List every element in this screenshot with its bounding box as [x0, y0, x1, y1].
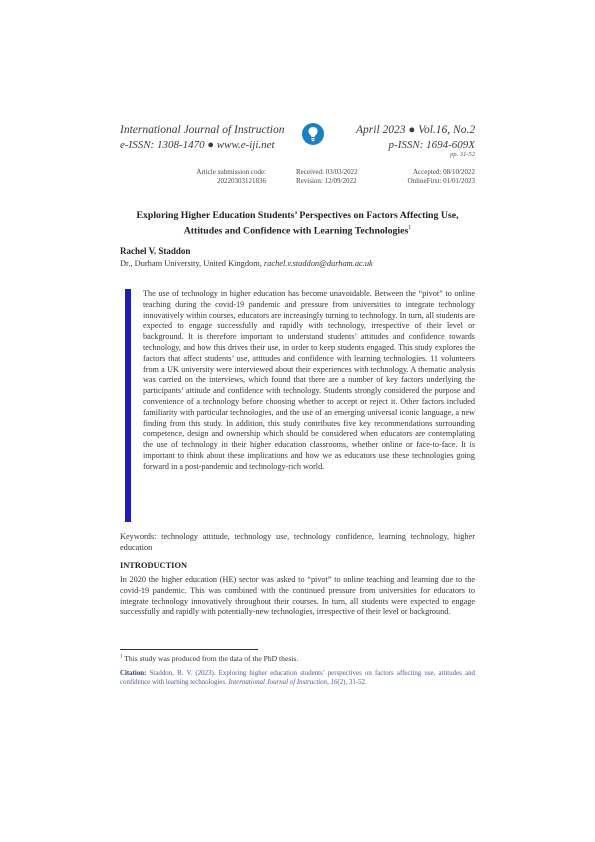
issue-info: April 2023 ● Vol.16, No.2 [356, 124, 476, 136]
footnote [120, 654, 298, 663]
citation-journal: International Journal of Instruction, 16 [228, 679, 338, 687]
page-range: pp. 31-52 [450, 151, 475, 158]
abstract-accent-bar [125, 289, 131, 522]
abstract: The use of technology in higher education has become unavoidable. Between the “pivot” to online teaching during the covid-19 pandemic and pressure from universities to integrate technology innovatively within courses, educators are increasingly turning to technology. In turn, all students are expected to engage successfully and rapidly with technology, irrespective of their level or background. It is therefore important to understand students’ attitudes and confidence towards technology, and how this drives their use, in order to keep students engaged. This study explores the factors that affect students’ use, attitudes and confidence with learning technologies. 11 volunteers from a UK university were interviewed about their experiences with technology. A thematic analysis was carried on the interviews, which found that there are a number of key factors underlying the participants’ attitude and confidence with technology. Students strongly considered the purpose and convenience of a technology before choosing whether to accept or reject it. Other factors included familiarity with particular technologies, and the use of an emerging universal iconic language, a new finding from this study. In addition, this study contributes five key recommendations surrounding competence, design and ownership which should be considered when educators are contemplating the use of technology in their higher education classrooms, whether online or face-to-face. It is important to think about these implications and how we as educators use these technologies going forward in a post-pandemic and technology-rich world. [143, 289, 475, 471]
introduction-paragraph: In 2020 the higher education (HE) sector was asked to “pivot” to online teaching and learning due to the covid-19 pandemic. This was combined with the continued pressure from universities for educators to integrate technology innovatively throughout their courses. In turn, all students were expected to engage successfully and rapidly with potentially-new technologies, irrespective of their level or background. [120, 575, 475, 617]
print-issn: p-ISSN: 1694-609X [388, 139, 475, 151]
review-dates [296, 168, 376, 186]
online-first-date: OnlineFirst: 01/01/2023 [407, 177, 475, 185]
affiliation-text: Dr., Durham University, United Kingdom, [120, 259, 262, 268]
paper-title [120, 209, 475, 237]
section-heading-introduction: INTRODUCTION [120, 561, 188, 570]
author-email[interactable]: rachel.v.staddon@durham.ac.uk [263, 259, 373, 268]
citation [120, 669, 475, 688]
citation-label: Citation: [120, 670, 147, 677]
journal-logo-icon [302, 123, 324, 145]
submission-code-value: 20220303121836 [217, 177, 266, 185]
received-date: Received: 03/03/2022 [296, 168, 358, 176]
citation-issue: (2), [337, 679, 348, 687]
journal-issn: e-ISSN: 1308-1470 ● www.e-iji.net [120, 139, 275, 151]
paper-title-text: Exploring Higher Education Students’ Perspectives on Factors Affecting Use, Attitudes and Confidence with Learning Technologies [136, 210, 459, 237]
author-affiliation [120, 259, 373, 268]
keywords: Keywords: technology attitude, technology use, technology confidence, learning technology, higher education [120, 532, 475, 552]
revision-date: Revision: 12/09/2022 [296, 177, 357, 185]
accepted-date: Accepted: 08/10/2022 [412, 168, 475, 176]
footnote-mark: 1 [120, 654, 123, 660]
submission-code-label: Article submission code: [196, 168, 266, 176]
submission-code [158, 168, 266, 186]
footnote-divider [120, 649, 258, 650]
title-footnote-mark: 1 [408, 225, 412, 231]
footnote-text: This study was produced from the data of the PhD thesis. [124, 654, 299, 663]
citation-text: Staddon, R. V. (2023). Exploring higher education students’ perspectives on factors affecting use, attitudes and confidence with learning technologies. [120, 670, 475, 687]
author-name: Rachel V. Staddon [120, 246, 191, 256]
acceptance-dates [394, 168, 475, 186]
journal-title: International Journal of Instruction [120, 124, 285, 136]
citation-pages: 31-52. [348, 679, 367, 687]
